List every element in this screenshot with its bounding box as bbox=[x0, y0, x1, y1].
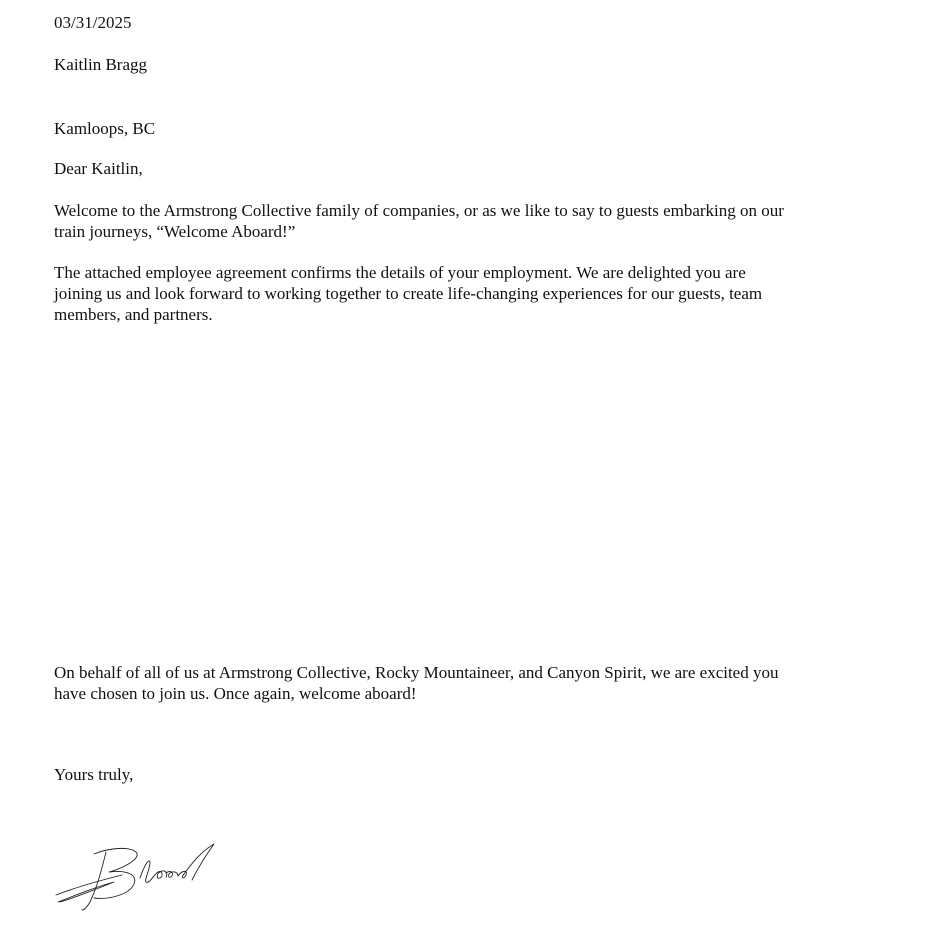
signature-image bbox=[54, 840, 224, 915]
salutation: Dear Kaitlin, bbox=[54, 159, 143, 178]
closing-paragraph-line: On behalf of all of us at Armstrong Collective, Rocky Mountaineer, and Canyon Spirit, we are excited you bbox=[54, 663, 779, 682]
closing-phrase: Yours truly, bbox=[54, 765, 134, 784]
agreement-paragraph-line: joining us and look forward to working together to create life-changing experiences for our guests, team bbox=[54, 284, 763, 303]
closing-paragraph-line: have chosen to join us. Once again, welcome aboard! bbox=[54, 684, 417, 703]
letter-date: 03/31/2025 bbox=[54, 13, 132, 32]
welcome-paragraph bbox=[54, 200, 894, 242]
agreement-paragraph-line: members, and partners. bbox=[54, 305, 213, 324]
recipient-name: Kaitlin Bragg bbox=[54, 55, 148, 74]
welcome-paragraph-line: train journeys, “Welcome Aboard!” bbox=[54, 222, 296, 241]
closing-paragraph bbox=[54, 662, 894, 704]
agreement-paragraph bbox=[54, 262, 894, 325]
recipient-location: Kamloops, BC bbox=[54, 119, 156, 138]
welcome-paragraph-line: Welcome to the Armstrong Collective family of companies, or as we like to say to guests embarking on our bbox=[54, 201, 784, 220]
agreement-paragraph-line: The attached employee agreement confirms the details of your employment. We are delighted you are bbox=[54, 263, 746, 282]
